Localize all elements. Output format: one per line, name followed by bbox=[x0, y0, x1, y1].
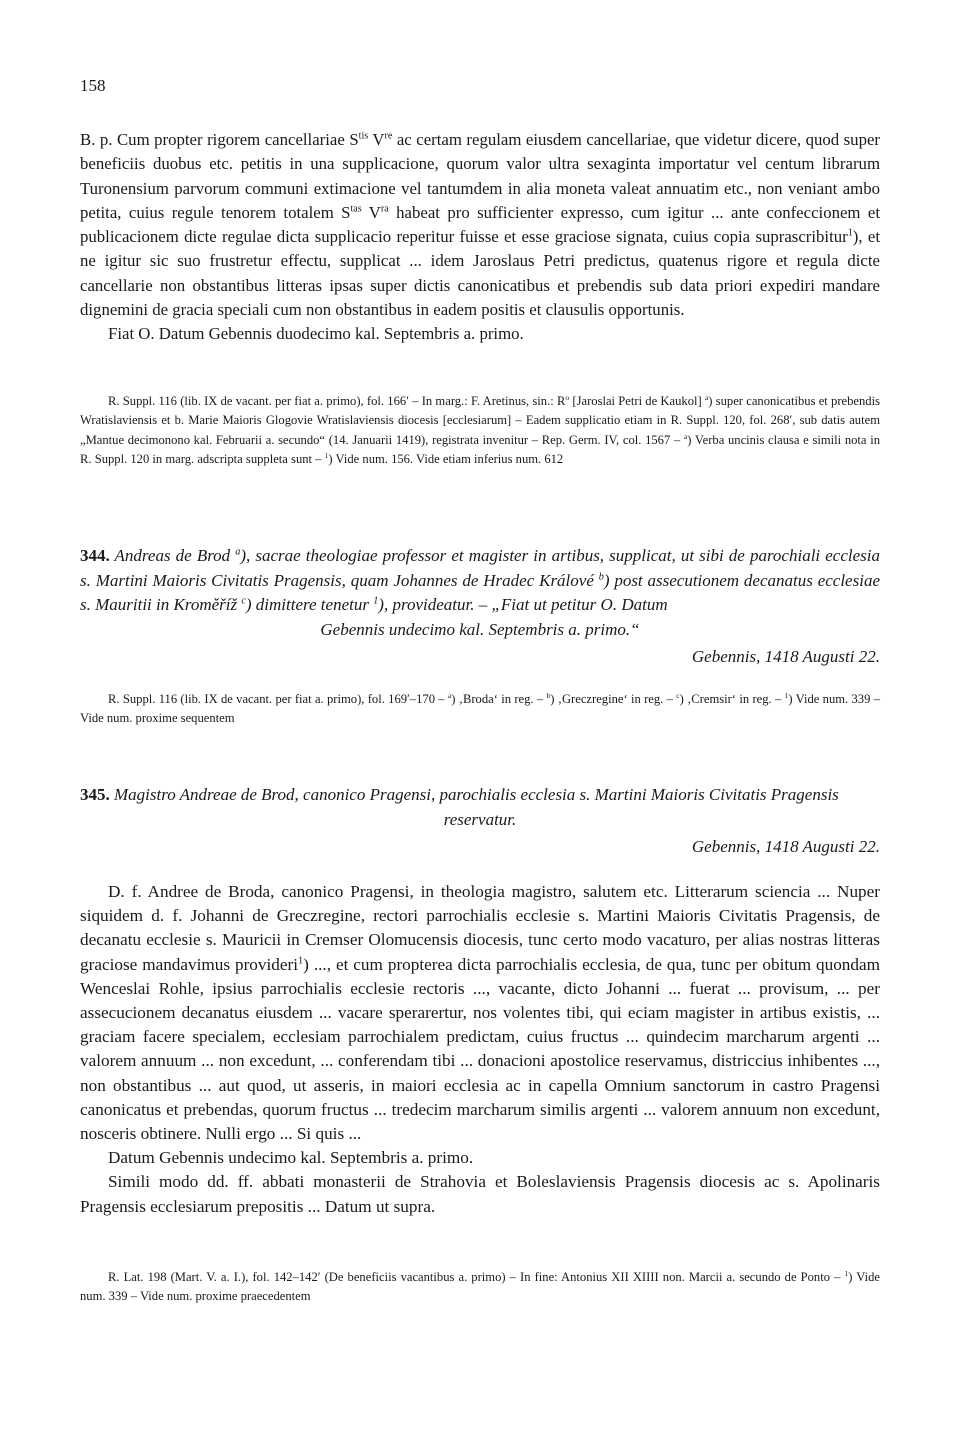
regest-centered-line: Gebennis undecimo kal. Septembris a. primo.“ bbox=[320, 619, 640, 639]
entry-345-regest bbox=[80, 783, 880, 860]
entry-344-regest bbox=[80, 544, 880, 670]
regest-main bbox=[80, 783, 880, 808]
entry-343-text: B. p. Cum propter rigorem cancellariae $S^{tis}$ Vre ac certam regulam eiusdem cancellariae, que videtur dicere, quod super beneficiis duobus etc. petitis in una supplicacione, quorum valor ultra sexaginta importatur vel centum librarum Turonensium parvorum communi extimacione vel tantumdem in alia moneta valeat annuatim etc., non veniant ambo petita, cuius regule tenorem totalem $S^{tas}$ $V^{ra}$ habeat pro sufficienter expresso, cum igitur ... ante confeccionem et publicacionem dicte regulae dicta supplicacio reperitur fuisse et esse graciose signata, cuius copia suprascribitur$^1$), et ne igitur sic suo frustretur effectu, supplicat ... idem Jaroslaus Petri predictus, quatenus rigore et regula dicte cancellarie non obstantibus litteras ipsas super dictis canonicatibus et prebendis sub data priori expediri mandare dignemini de gracia speciali cum non obstantibus in eadem positis et clausulis opportunis. bbox=[80, 130, 881, 320]
dateline: Gebennis, 1418 Augusti 22. bbox=[691, 647, 880, 666]
entry-345-simili: Simili modo dd. ff. abbati monasterii de Strahovia et Boleslaviensis Pragensis diocesis ac s. Apolinaris Pragensis ecclesiarum prepositis ... Datum ut supra. bbox=[80, 1172, 880, 1216]
footnote-text: R. Lat. 198 (Mart. V. a. I.), fol. 142–142′ (De beneficiis vacantibus a. primo) – In fine: Antonius XII XIIII non. Marcii a. secundo de Ponto – $^1$) Vide num. 339 – Vide num. proxime praecedentem bbox=[80, 1268, 880, 1304]
footnote-text: R. Suppl. 116 (lib. IX de vacant. per fiat a. primo), fol. 166′ – In marg.: F. Aretinus, sin.: $R^o$ [Jaroslai Petri de Kaukol] $^a$) super canonicatibus et prebendis Wratislaviensis et b. Marie Maioris Glogovie Wratislaviensis diocesis [ecclesiarum] – Eadem supplicatio etiam in R. Suppl. 120, fol. 268′, sub datis autem „Mantue decimonono kal. Februarii a. secundo“ (14. Januarii 1419), registrata invenitur – Rep. Germ. IV, col. 1567 – $^a$) Verba uncinis clausa e simili nota in R. Suppl. 120 in marg. adscripta suppleta sunt – $^1$) Vide num. 156. Vide etiam inferius num. 612 bbox=[80, 392, 880, 467]
regest-text: Magistro Andreae de Brod, canonico Pragensi, parochialis ecclesia s. Martini Maioris Civitatis Pragensis bbox=[114, 785, 839, 804]
entry-343-body bbox=[80, 128, 880, 347]
footnote-text: R. Suppl. 116 (lib. IX de vacant. per fiat a. primo), fol. 169′–170 – $^a$) ‚Broda‘ in reg. – $^b$) ‚Greczregine‘ in reg. – $^c$) ‚Cremsir‘ in reg. – $^1$) Vide num. 339 – Vide num. proxime sequentem bbox=[80, 690, 880, 726]
entry-344-footnote bbox=[80, 690, 880, 729]
entry-345-body bbox=[80, 880, 880, 1219]
entry-number: 344. bbox=[80, 546, 110, 565]
entry-345-footnote bbox=[80, 1268, 880, 1307]
dateline: Gebennis, 1418 Augusti 22. bbox=[691, 837, 880, 856]
entry-343-fiat: Fiat O. Datum Gebennis duodecimo kal. Septembris a. primo. bbox=[108, 324, 524, 344]
entry-345-text: D. f. Andree de Broda, canonico Pragensi, in theologia magistro, salutem etc. Litterarum sciencia ... Nuper siquidem d. f. Johanni de Greczregine, rectori parrochialis ecclesie s. Martini Maioris Civitatis Pragensis, de decanatu ecclesie s. Mauricii in Cremser Olomucensis diocesis, tunc certo modo vacaturo, per alias nostras litteras graciose mandavimus provideri$^1$) ..., et cum propterea dicta parrochialis ecclesia, de qua, tunc per obitum quondam Wenceslai Rohle, ipsius parrochialis ecclesie rectoris ..., vacante, dicto Johanni ... fuerat ... provisum, ... per assecucionem decanatus eiusdem ... vacare sperarertur, nos volentes tibi, qui eciam magister in artibus existis, ... graciam facere specialem, ecclesiam parrochialem predictam, cuius fructus ... quindecim marcharum argenti ... valorem annuum ... non excedunt, ... conferendam tibi ... donacioni apostolice reservamus, districcius inhibentes ..., non obstantibus ... aut quod, ut asseris, in maiori ecclesia ac in capella Omnium sanctorum in castro Pragensi canonicatus et prebendas, quorum fructus ... tredecim marcharum similis argenti ... valorem annuum non excedunt, nosceris obtinere. Nulli ergo ... Si quis ... bbox=[80, 882, 880, 1144]
regest-centered-line: reservatur. bbox=[443, 809, 517, 829]
regest-main bbox=[80, 544, 880, 618]
entry-345-datum: Datum Gebennis undecimo kal. Septembris a. primo. bbox=[108, 1148, 474, 1168]
entry-343-footnote bbox=[80, 392, 880, 470]
entry-number: 345. bbox=[80, 785, 110, 804]
page-number: 158 bbox=[80, 76, 106, 95]
regest-text: Andreas de Brod $^a$), sacrae theologiae professor et magister in artibus, supplicat, ut sibi de parochiali ecclesia s. Martini Maioris Civitatis Pragensis, quam Johannes de Hradec Králové $^b$) post assecutionem decanatus ecclesiae s. Mauritii in Kroměříž $^c$) dimittere tenetur $^1$), provideatur. – „Fiat ut petitur O. Datum bbox=[80, 546, 880, 614]
